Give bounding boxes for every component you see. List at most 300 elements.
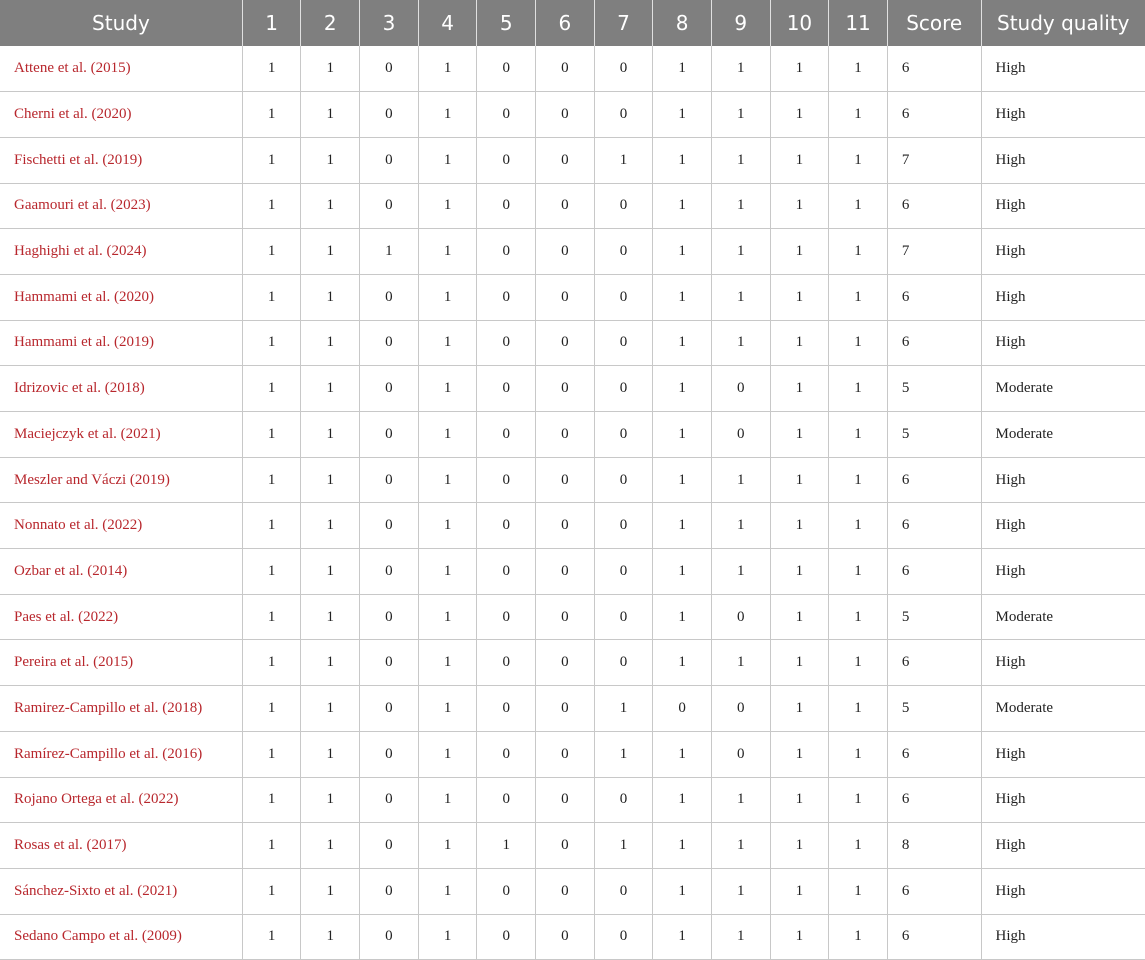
item-score-cell: 1 — [653, 868, 712, 914]
item-score-cell: 1 — [770, 412, 829, 458]
study-quality-cell: High — [981, 823, 1145, 869]
item-score-cell: 0 — [536, 823, 595, 869]
item-score-cell: 0 — [594, 914, 653, 960]
study-quality-cell: High — [981, 320, 1145, 366]
total-score-cell: 6 — [887, 640, 981, 686]
item-score-cell: 1 — [770, 549, 829, 595]
table-row — [0, 594, 1145, 640]
item-score-cell: 0 — [536, 914, 595, 960]
header-row — [0, 0, 1145, 46]
study-link[interactable]: Attene et al. (2015) — [0, 46, 242, 92]
item-score-cell: 0 — [594, 549, 653, 595]
item-score-cell: 1 — [829, 137, 888, 183]
study-quality-cell: High — [981, 777, 1145, 823]
study-link[interactable]: Fischetti et al. (2019) — [0, 137, 242, 183]
item-score-cell: 1 — [829, 320, 888, 366]
item-score-cell: 0 — [711, 594, 770, 640]
column-header-item-8: 8 — [653, 0, 712, 46]
column-header-item-9: 9 — [711, 0, 770, 46]
item-score-cell: 1 — [829, 914, 888, 960]
study-quality-cell: High — [981, 549, 1145, 595]
study-quality-cell: Moderate — [981, 366, 1145, 412]
item-score-cell: 1 — [711, 92, 770, 138]
item-score-cell: 0 — [594, 412, 653, 458]
item-score-cell: 1 — [829, 823, 888, 869]
item-score-cell: 0 — [477, 274, 536, 320]
study-link[interactable]: Ozbar et al. (2014) — [0, 549, 242, 595]
item-score-cell: 1 — [242, 183, 301, 229]
table-row — [0, 549, 1145, 595]
item-score-cell: 0 — [360, 503, 419, 549]
item-score-cell: 0 — [711, 366, 770, 412]
item-score-cell: 1 — [301, 320, 360, 366]
item-score-cell: 1 — [242, 549, 301, 595]
item-score-cell: 0 — [536, 640, 595, 686]
item-score-cell: 1 — [301, 868, 360, 914]
table-row — [0, 320, 1145, 366]
item-score-cell: 0 — [477, 549, 536, 595]
item-score-cell: 1 — [301, 823, 360, 869]
item-score-cell: 1 — [829, 640, 888, 686]
item-score-cell: 1 — [711, 914, 770, 960]
item-score-cell: 1 — [418, 823, 477, 869]
total-score-cell: 6 — [887, 46, 981, 92]
item-score-cell: 0 — [360, 549, 419, 595]
table-row — [0, 229, 1145, 275]
item-score-cell: 0 — [594, 92, 653, 138]
item-score-cell: 1 — [242, 46, 301, 92]
item-score-cell: 1 — [418, 868, 477, 914]
item-score-cell: 0 — [360, 731, 419, 777]
column-header-score: Score — [887, 0, 981, 46]
item-score-cell: 1 — [301, 92, 360, 138]
item-score-cell: 1 — [418, 366, 477, 412]
item-score-cell: 1 — [770, 594, 829, 640]
item-score-cell: 0 — [477, 46, 536, 92]
item-score-cell: 1 — [770, 823, 829, 869]
study-link[interactable]: Sedano Campo et al. (2009) — [0, 914, 242, 960]
study-link[interactable]: Cherni et al. (2020) — [0, 92, 242, 138]
item-score-cell: 1 — [242, 594, 301, 640]
item-score-cell: 1 — [711, 274, 770, 320]
item-score-cell: 0 — [711, 731, 770, 777]
item-score-cell: 0 — [536, 92, 595, 138]
study-link[interactable]: Rojano Ortega et al. (2022) — [0, 777, 242, 823]
table-row — [0, 46, 1145, 92]
item-score-cell: 0 — [477, 320, 536, 366]
item-score-cell: 1 — [653, 823, 712, 869]
item-score-cell: 1 — [418, 457, 477, 503]
item-score-cell: 1 — [242, 686, 301, 732]
item-score-cell: 1 — [594, 731, 653, 777]
study-quality-cell: Moderate — [981, 412, 1145, 458]
item-score-cell: 1 — [594, 686, 653, 732]
column-header-study-quality: Study quality — [981, 0, 1145, 46]
item-score-cell: 1 — [301, 183, 360, 229]
item-score-cell: 1 — [301, 366, 360, 412]
total-score-cell: 7 — [887, 137, 981, 183]
item-score-cell: 0 — [360, 868, 419, 914]
total-score-cell: 6 — [887, 914, 981, 960]
item-score-cell: 1 — [242, 412, 301, 458]
item-score-cell: 0 — [477, 412, 536, 458]
column-header-item-2: 2 — [301, 0, 360, 46]
item-score-cell: 0 — [360, 457, 419, 503]
item-score-cell: 0 — [711, 686, 770, 732]
item-score-cell: 1 — [242, 92, 301, 138]
study-quality-cell: High — [981, 640, 1145, 686]
item-score-cell: 1 — [770, 457, 829, 503]
item-score-cell: 1 — [418, 274, 477, 320]
item-score-cell: 1 — [594, 823, 653, 869]
column-header-item-6: 6 — [536, 0, 595, 46]
item-score-cell: 1 — [653, 594, 712, 640]
item-score-cell: 0 — [594, 274, 653, 320]
item-score-cell: 0 — [536, 46, 595, 92]
item-score-cell: 0 — [360, 412, 419, 458]
table-row — [0, 731, 1145, 777]
column-header-item-4: 4 — [418, 0, 477, 46]
item-score-cell: 1 — [418, 229, 477, 275]
item-score-cell: 1 — [653, 777, 712, 823]
item-score-cell: 0 — [360, 183, 419, 229]
item-score-cell: 1 — [242, 366, 301, 412]
item-score-cell: 1 — [301, 274, 360, 320]
item-score-cell: 1 — [301, 503, 360, 549]
item-score-cell: 1 — [770, 686, 829, 732]
column-header-item-11: 11 — [829, 0, 888, 46]
table-row — [0, 777, 1145, 823]
item-score-cell: 1 — [653, 183, 712, 229]
total-score-cell: 8 — [887, 823, 981, 869]
item-score-cell: 1 — [829, 777, 888, 823]
item-score-cell: 1 — [242, 137, 301, 183]
column-header-item-10: 10 — [770, 0, 829, 46]
column-header-item-7: 7 — [594, 0, 653, 46]
item-score-cell: 1 — [653, 229, 712, 275]
item-score-cell: 1 — [301, 412, 360, 458]
item-score-cell: 1 — [829, 868, 888, 914]
item-score-cell: 0 — [477, 503, 536, 549]
total-score-cell: 6 — [887, 503, 981, 549]
item-score-cell: 0 — [594, 46, 653, 92]
table-row — [0, 503, 1145, 549]
table-row — [0, 137, 1145, 183]
item-score-cell: 1 — [770, 46, 829, 92]
item-score-cell: 0 — [536, 731, 595, 777]
item-score-cell: 0 — [536, 137, 595, 183]
item-score-cell: 1 — [829, 686, 888, 732]
item-score-cell: 0 — [360, 686, 419, 732]
study-quality-cell: High — [981, 92, 1145, 138]
study-link[interactable]: Meszler and Váczi (2019) — [0, 457, 242, 503]
item-score-cell: 1 — [418, 46, 477, 92]
total-score-cell: 5 — [887, 686, 981, 732]
item-score-cell: 0 — [536, 549, 595, 595]
table-row — [0, 914, 1145, 960]
item-score-cell: 1 — [653, 137, 712, 183]
item-score-cell: 0 — [477, 914, 536, 960]
study-quality-cell: High — [981, 274, 1145, 320]
item-score-cell: 1 — [829, 549, 888, 595]
item-score-cell: 0 — [477, 594, 536, 640]
item-score-cell: 0 — [594, 640, 653, 686]
item-score-cell: 0 — [653, 686, 712, 732]
item-score-cell: 1 — [653, 640, 712, 686]
item-score-cell: 0 — [711, 412, 770, 458]
study-link[interactable]: Pereira et al. (2015) — [0, 640, 242, 686]
item-score-cell: 1 — [418, 640, 477, 686]
item-score-cell: 0 — [360, 137, 419, 183]
item-score-cell: 0 — [536, 594, 595, 640]
item-score-cell: 1 — [418, 777, 477, 823]
item-score-cell: 1 — [770, 914, 829, 960]
item-score-cell: 1 — [770, 92, 829, 138]
item-score-cell: 1 — [477, 823, 536, 869]
study-quality-cell: High — [981, 914, 1145, 960]
item-score-cell: 1 — [301, 594, 360, 640]
item-score-cell: 1 — [301, 549, 360, 595]
item-score-cell: 1 — [418, 686, 477, 732]
item-score-cell: 0 — [536, 366, 595, 412]
column-header-study: Study — [0, 0, 242, 46]
item-score-cell: 0 — [477, 457, 536, 503]
item-score-cell: 0 — [360, 594, 419, 640]
study-quality-cell: High — [981, 183, 1145, 229]
item-score-cell: 1 — [770, 366, 829, 412]
item-score-cell: 0 — [594, 868, 653, 914]
item-score-cell: 0 — [536, 274, 595, 320]
item-score-cell: 0 — [360, 823, 419, 869]
item-score-cell: 0 — [477, 731, 536, 777]
total-score-cell: 6 — [887, 92, 981, 138]
study-quality-cell: High — [981, 503, 1145, 549]
item-score-cell: 1 — [418, 914, 477, 960]
item-score-cell: 1 — [829, 503, 888, 549]
item-score-cell: 0 — [536, 320, 595, 366]
item-score-cell: 1 — [653, 457, 712, 503]
item-score-cell: 0 — [536, 457, 595, 503]
item-score-cell: 1 — [770, 640, 829, 686]
item-score-cell: 1 — [242, 320, 301, 366]
item-score-cell: 0 — [594, 366, 653, 412]
table-row — [0, 274, 1145, 320]
item-score-cell: 1 — [242, 229, 301, 275]
item-score-cell: 0 — [594, 457, 653, 503]
item-score-cell: 1 — [829, 183, 888, 229]
table-row — [0, 640, 1145, 686]
item-score-cell: 1 — [829, 92, 888, 138]
study-link[interactable]: Gaamouri et al. (2023) — [0, 183, 242, 229]
item-score-cell: 0 — [477, 777, 536, 823]
item-score-cell: 0 — [477, 229, 536, 275]
item-score-cell: 1 — [418, 183, 477, 229]
item-score-cell: 0 — [360, 914, 419, 960]
column-header-item-5: 5 — [477, 0, 536, 46]
item-score-cell: 1 — [711, 137, 770, 183]
item-score-cell: 1 — [301, 686, 360, 732]
item-score-cell: 1 — [418, 320, 477, 366]
item-score-cell: 1 — [653, 92, 712, 138]
item-score-cell: 1 — [301, 640, 360, 686]
item-score-cell: 1 — [242, 777, 301, 823]
study-quality-cell: High — [981, 868, 1145, 914]
study-link[interactable]: Ramírez-Campillo et al. (2016) — [0, 731, 242, 777]
study-link[interactable]: Paes et al. (2022) — [0, 594, 242, 640]
item-score-cell: 1 — [829, 457, 888, 503]
study-link[interactable]: Hammami et al. (2019) — [0, 320, 242, 366]
item-score-cell: 0 — [594, 183, 653, 229]
study-quality-cell: Moderate — [981, 686, 1145, 732]
item-score-cell: 1 — [418, 549, 477, 595]
study-link[interactable]: Sánchez-Sixto et al. (2021) — [0, 868, 242, 914]
item-score-cell: 1 — [418, 594, 477, 640]
item-score-cell: 1 — [770, 868, 829, 914]
table-body — [0, 46, 1145, 960]
item-score-cell: 1 — [653, 914, 712, 960]
study-link[interactable]: Idrizovic et al. (2018) — [0, 366, 242, 412]
item-score-cell: 1 — [418, 92, 477, 138]
item-score-cell: 0 — [594, 320, 653, 366]
item-score-cell: 1 — [360, 229, 419, 275]
study-quality-cell: High — [981, 137, 1145, 183]
item-score-cell: 1 — [770, 183, 829, 229]
item-score-cell: 1 — [770, 777, 829, 823]
study-link[interactable]: Nonnato et al. (2022) — [0, 503, 242, 549]
item-score-cell: 1 — [301, 457, 360, 503]
item-score-cell: 0 — [536, 229, 595, 275]
item-score-cell: 1 — [829, 274, 888, 320]
table-row — [0, 823, 1145, 869]
total-score-cell: 6 — [887, 320, 981, 366]
item-score-cell: 1 — [829, 229, 888, 275]
table-row — [0, 183, 1145, 229]
total-score-cell: 5 — [887, 594, 981, 640]
item-score-cell: 1 — [418, 137, 477, 183]
item-score-cell: 1 — [301, 46, 360, 92]
study-link[interactable]: Haghighi et al. (2024) — [0, 229, 242, 275]
item-score-cell: 1 — [301, 731, 360, 777]
item-score-cell: 1 — [653, 412, 712, 458]
item-score-cell: 1 — [829, 412, 888, 458]
study-quality-cell: High — [981, 46, 1145, 92]
item-score-cell: 0 — [360, 320, 419, 366]
study-link[interactable]: Hammami et al. (2020) — [0, 274, 242, 320]
item-score-cell: 0 — [536, 412, 595, 458]
item-score-cell: 0 — [536, 686, 595, 732]
study-quality-cell: High — [981, 457, 1145, 503]
item-score-cell: 1 — [711, 868, 770, 914]
total-score-cell: 6 — [887, 549, 981, 595]
item-score-cell: 1 — [418, 412, 477, 458]
item-score-cell: 1 — [242, 914, 301, 960]
item-score-cell: 1 — [301, 777, 360, 823]
item-score-cell: 1 — [653, 320, 712, 366]
item-score-cell: 1 — [711, 823, 770, 869]
item-score-cell: 0 — [360, 777, 419, 823]
item-score-cell: 0 — [477, 183, 536, 229]
item-score-cell: 0 — [477, 686, 536, 732]
total-score-cell: 6 — [887, 731, 981, 777]
total-score-cell: 6 — [887, 868, 981, 914]
item-score-cell: 1 — [301, 914, 360, 960]
item-score-cell: 1 — [829, 731, 888, 777]
item-score-cell: 0 — [360, 640, 419, 686]
total-score-cell: 6 — [887, 777, 981, 823]
item-score-cell: 0 — [477, 92, 536, 138]
item-score-cell: 1 — [242, 457, 301, 503]
item-score-cell: 0 — [360, 274, 419, 320]
table-row — [0, 412, 1145, 458]
table-row — [0, 457, 1145, 503]
item-score-cell: 0 — [594, 503, 653, 549]
table-row — [0, 868, 1145, 914]
item-score-cell: 1 — [594, 137, 653, 183]
item-score-cell: 0 — [594, 229, 653, 275]
item-score-cell: 1 — [242, 274, 301, 320]
item-score-cell: 1 — [770, 274, 829, 320]
item-score-cell: 0 — [536, 777, 595, 823]
item-score-cell: 1 — [301, 229, 360, 275]
item-score-cell: 1 — [711, 183, 770, 229]
item-score-cell: 1 — [653, 549, 712, 595]
total-score-cell: 6 — [887, 183, 981, 229]
table-row — [0, 366, 1145, 412]
column-header-item-3: 3 — [360, 0, 419, 46]
item-score-cell: 1 — [653, 731, 712, 777]
study-link[interactable]: Ramirez-Campillo et al. (2018) — [0, 686, 242, 732]
study-link[interactable]: Rosas et al. (2017) — [0, 823, 242, 869]
item-score-cell: 0 — [477, 366, 536, 412]
item-score-cell: 1 — [770, 731, 829, 777]
table-row — [0, 92, 1145, 138]
item-score-cell: 0 — [536, 503, 595, 549]
item-score-cell: 1 — [653, 503, 712, 549]
item-score-cell: 1 — [829, 366, 888, 412]
item-score-cell: 0 — [536, 183, 595, 229]
item-score-cell: 1 — [242, 868, 301, 914]
item-score-cell: 1 — [711, 46, 770, 92]
item-score-cell: 1 — [418, 731, 477, 777]
total-score-cell: 6 — [887, 274, 981, 320]
item-score-cell: 1 — [770, 229, 829, 275]
total-score-cell: 6 — [887, 457, 981, 503]
item-score-cell: 1 — [829, 46, 888, 92]
item-score-cell: 1 — [418, 503, 477, 549]
item-score-cell: 1 — [829, 594, 888, 640]
item-score-cell: 1 — [711, 320, 770, 366]
study-quality-cell: Moderate — [981, 594, 1145, 640]
item-score-cell: 1 — [711, 503, 770, 549]
item-score-cell: 1 — [711, 777, 770, 823]
item-score-cell: 0 — [536, 868, 595, 914]
item-score-cell: 0 — [360, 46, 419, 92]
study-quality-cell: High — [981, 229, 1145, 275]
table-row — [0, 686, 1145, 732]
item-score-cell: 1 — [711, 457, 770, 503]
item-score-cell: 1 — [770, 503, 829, 549]
item-score-cell: 1 — [770, 320, 829, 366]
item-score-cell: 0 — [477, 137, 536, 183]
column-header-item-1: 1 — [242, 0, 301, 46]
item-score-cell: 0 — [594, 777, 653, 823]
item-score-cell: 1 — [242, 503, 301, 549]
item-score-cell: 1 — [242, 640, 301, 686]
item-score-cell: 0 — [477, 640, 536, 686]
item-score-cell: 0 — [360, 92, 419, 138]
item-score-cell: 0 — [594, 594, 653, 640]
study-link[interactable]: Maciejczyk et al. (2021) — [0, 412, 242, 458]
